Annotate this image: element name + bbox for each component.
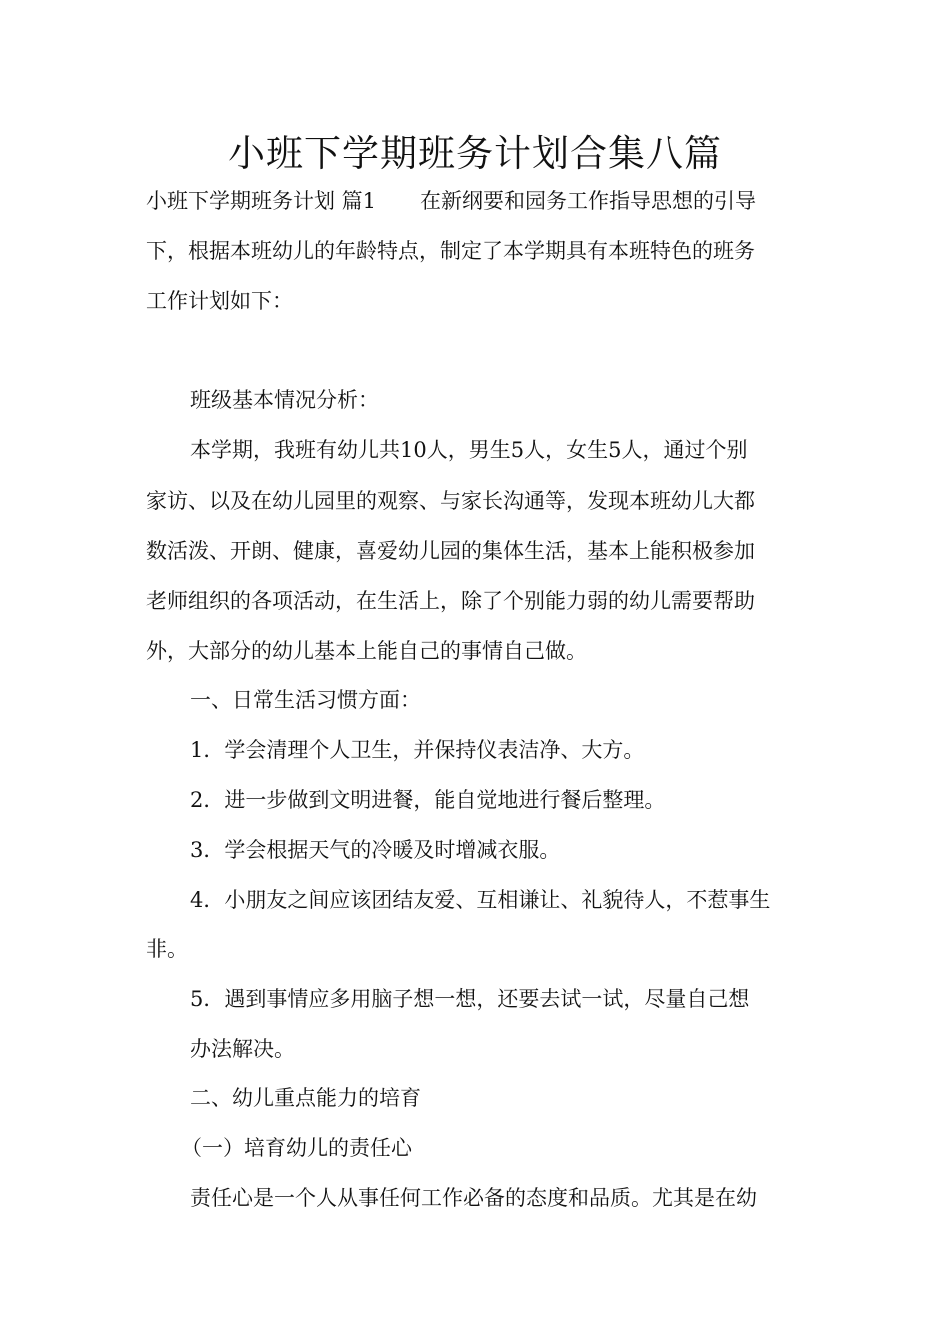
paragraph-line: 责任心是一个人从事任何工作必备的态度和品质。尤其是在幼	[190, 1186, 757, 1210]
intro-text: 在新纲要和园务工作指导思想的引导	[420, 189, 757, 213]
list-item-continued: 非。	[146, 937, 188, 961]
paragraph-line: 数活泼、开朗、健康，喜爱幼儿园的集体生活，基本上能积极参加	[146, 539, 755, 563]
intro-line-3: 工作计划如下：	[146, 289, 293, 313]
paragraph-line: 家访、以及在幼儿园里的观察、与家长沟通等，发现本班幼儿大都	[146, 489, 755, 513]
section-label: 小班下学期班务计划 篇1	[146, 189, 377, 213]
list-item: 4．小朋友之间应该团结友爱、互相谦让、礼貌待人，不惹事生	[190, 888, 771, 912]
heading-daily-habits: 一、日常生活习惯方面：	[190, 688, 421, 712]
document-title: 小班下学期班务计划合集八篇	[228, 132, 722, 175]
intro-line-2: 下，根据本班幼儿的年龄特点，制定了本学期具有本班特色的班务	[146, 239, 755, 263]
intro-line-1	[146, 186, 756, 216]
paragraph-line: 外，大部分的幼儿基本上能自己的事情自己做。	[146, 639, 587, 663]
heading-class-analysis: 班级基本情况分析：	[190, 388, 379, 412]
heading-key-abilities: 二、幼儿重点能力的培育	[190, 1086, 421, 1110]
list-item: 2．进一步做到文明进餐，能自觉地进行餐后整理。	[190, 788, 666, 812]
list-item-continued: 办法解决。	[190, 1037, 295, 1061]
paragraph-line: 本学期，我班有幼儿共10人，男生5人，女生5人，通过个别	[190, 438, 748, 462]
list-item: 1．学会清理个人卫生，并保持仪表洁净、大方。	[190, 738, 645, 762]
paragraph-line: 老师组织的各项活动，在生活上，除了个别能力弱的幼儿需要帮助	[146, 589, 755, 613]
list-item: 3．学会根据天气的冷暖及时增减衣服。	[190, 838, 561, 862]
subheading-responsibility: （一）培育幼儿的责任心	[181, 1136, 412, 1160]
list-item: 5．遇到事情应多用脑子想一想，还要去试一试，尽量自己想	[190, 987, 750, 1011]
